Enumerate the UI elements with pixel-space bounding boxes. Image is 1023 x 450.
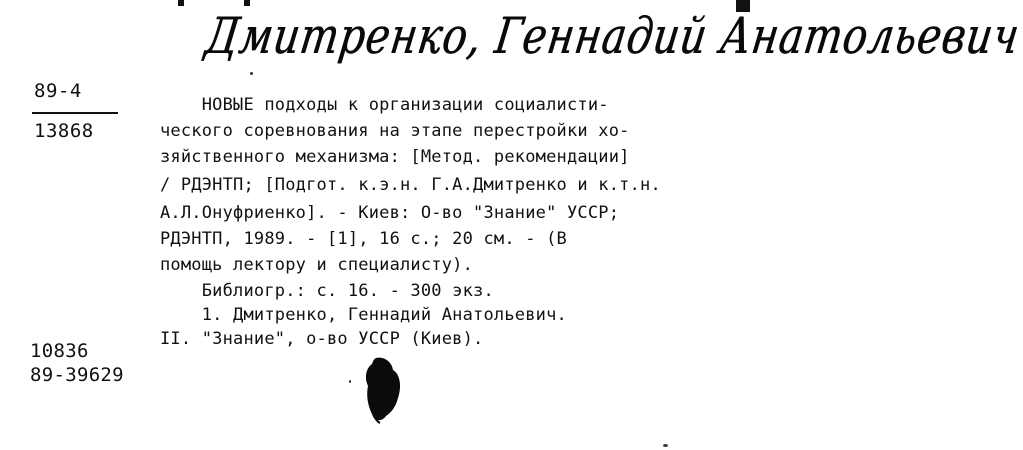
accession-code: 89-39629 [30, 364, 124, 386]
shelfmark-bottom: 13868 [34, 120, 94, 142]
shelfmark-divider [32, 112, 118, 114]
top-edge-mark [178, 0, 184, 6]
description-line: ческого соревнования на этапе перестройки хо- [160, 121, 630, 141]
description-line: / РДЭНТП; [Подгот. к.э.н. Г.А.Дмитренко и к.т.н. [160, 175, 661, 195]
card-heading: Дмитренко, Геннадий Анатольевич [201, 8, 1023, 66]
ink-speck [250, 72, 253, 75]
ink-speck [663, 444, 668, 447]
shelfmark-top: 89-4 [34, 80, 82, 102]
description-line: зяйственного механизма: [Метод. рекомендации] [160, 147, 630, 167]
description-line: 1. Дмитренко, Геннадий Анатольевич. [160, 305, 567, 325]
description-line: II. "Знание", о-во УССР (Киев). [160, 329, 484, 349]
description-line: РДЭНТП, 1989. - [1], 16 с.; 20 см. - (В [160, 229, 567, 249]
top-edge-mark [244, 0, 250, 6]
accession-number: 10836 [30, 340, 89, 362]
description-line: А.Л.Онуфриенко]. - Киев: О-во "Знание" УССР; [160, 203, 620, 223]
description-line: помощь лектору и специалисту). [160, 255, 474, 275]
description-line: Библиогр.: с. 16. - 300 экз. [160, 281, 494, 301]
ink-speck [349, 380, 351, 383]
description-line: НОВЫЕ подходы к организации социалисти- [160, 95, 609, 115]
ink-blot [362, 356, 402, 424]
